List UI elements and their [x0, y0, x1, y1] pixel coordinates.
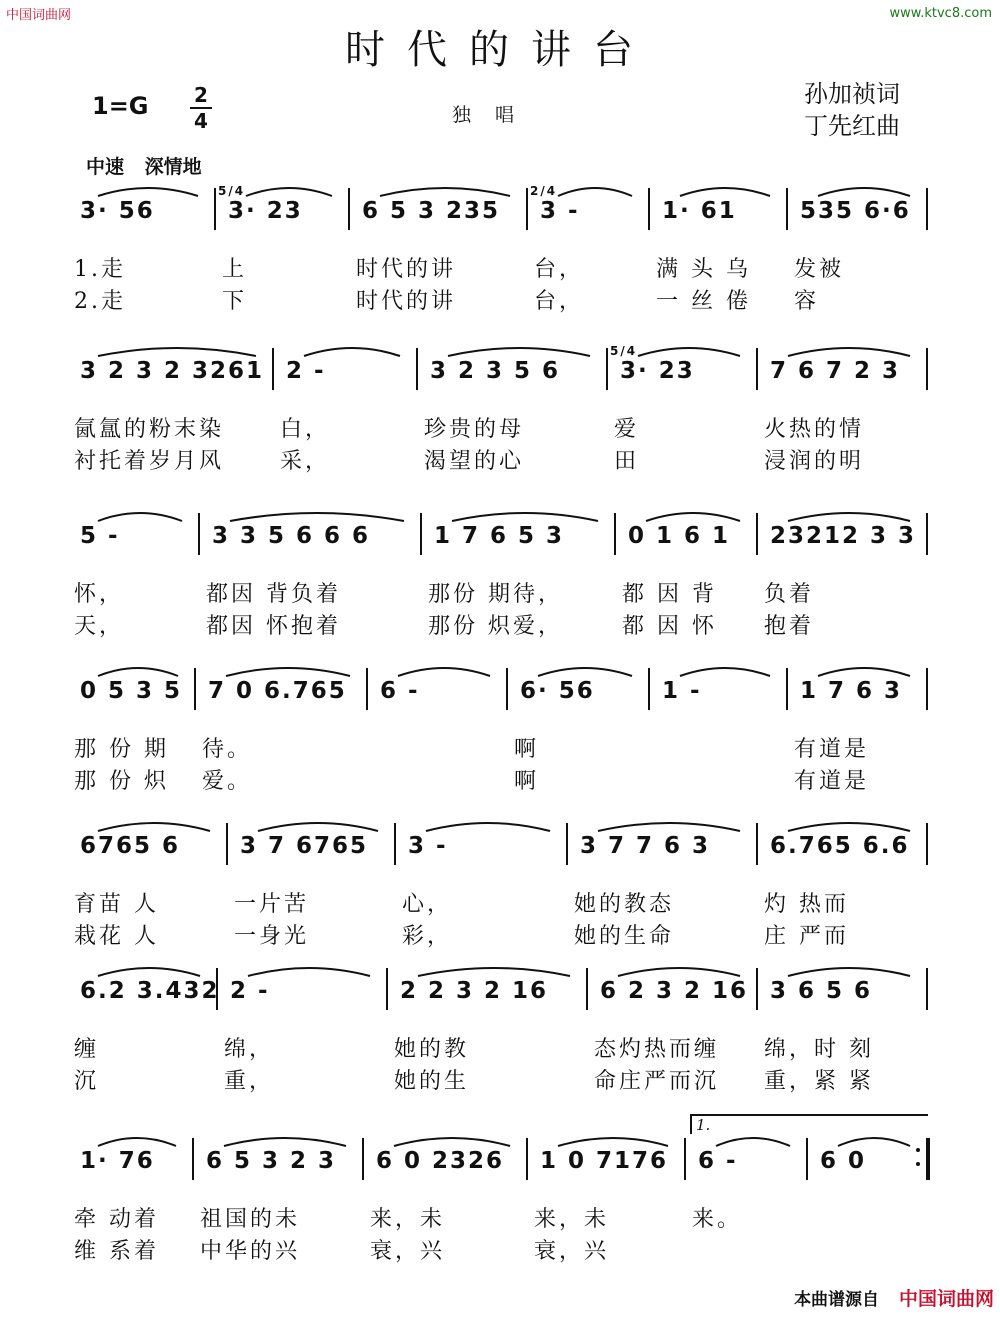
measure-notes: 6 5 3 2 3 — [206, 1148, 337, 1174]
measure-notes: 23212 3 3 — [770, 523, 917, 549]
slur — [226, 668, 350, 676]
barline — [926, 823, 928, 865]
slur — [398, 668, 490, 676]
lyric-segment: 栽花 人 — [74, 924, 159, 949]
lyric-line-verse-1 — [68, 732, 928, 762]
lyric-segment: 采， — [280, 449, 331, 474]
watermark-top-left: 中国词曲网 — [6, 8, 72, 23]
tempo-speed: 中速 — [86, 156, 125, 178]
lyric-segment: 白， — [280, 417, 331, 442]
slur — [98, 1138, 176, 1146]
lyric-segment: 田 — [614, 449, 640, 474]
footer-source: 本曲谱源自 — [794, 1290, 880, 1310]
barline — [272, 348, 274, 390]
lyric-line-verse-2 — [68, 1234, 928, 1264]
barline — [362, 1138, 364, 1180]
slur — [394, 1138, 510, 1146]
slur — [788, 348, 910, 356]
lyric-segment: 她的生命 — [574, 924, 675, 949]
lyric-segment: 啊 — [514, 769, 540, 794]
measure-notes: 3 2 3 2 3261 — [80, 358, 265, 384]
measure-notes: 7 6 7 2 3 — [770, 358, 901, 384]
lyric-segment: 那 份 炽 — [74, 769, 169, 794]
slur — [426, 823, 550, 831]
lyric-line-verse-2 — [68, 919, 928, 949]
lyric-line-verse-1 — [68, 1202, 928, 1232]
slur — [646, 513, 740, 521]
slur — [788, 968, 910, 976]
lyric-segment: 维 系着 — [74, 1239, 159, 1264]
final-repeat-barline — [926, 1138, 930, 1180]
lyric-segment: 绵， — [224, 1037, 275, 1062]
lyric-segment: 她的教 — [394, 1037, 470, 1062]
barline — [194, 668, 196, 710]
measure-notes: 3 3 5 6 6 6 — [212, 523, 371, 549]
slur — [788, 513, 910, 521]
barline — [926, 348, 928, 390]
measure-notes: 3· 56 — [80, 198, 155, 224]
key-signature: 1=G — [92, 92, 149, 120]
lyric-segment: 来，未 — [370, 1207, 446, 1232]
first-ending-bracket: 1. — [690, 1114, 928, 1134]
lyric-line-verse-1 — [68, 577, 928, 607]
slur — [230, 513, 404, 521]
lyric-segment: 下 — [222, 289, 248, 314]
lyric-segment: 爱。 — [202, 769, 253, 794]
lyric-segment: 爱 — [614, 417, 640, 442]
barline — [566, 823, 568, 865]
lyric-segment: 一 丝 倦 — [656, 289, 751, 314]
measure-notes: 535 6·6 — [800, 198, 911, 224]
measure-notes: 3· 23 — [228, 198, 303, 224]
lyric-segment: 祖国的未 — [200, 1207, 301, 1232]
lyric-segment: 牵 动着 — [74, 1207, 159, 1232]
slur-arcs — [68, 180, 928, 200]
barline — [926, 513, 928, 555]
lyric-line-verse-2 — [68, 444, 928, 474]
barline — [526, 1138, 528, 1180]
slur-arcs — [68, 660, 928, 680]
slur — [680, 188, 770, 196]
slur — [598, 823, 740, 831]
lyric-segment: 衬托着岁月风 — [74, 449, 225, 474]
slur — [680, 668, 770, 676]
lyric-segment: 都 因 怀 — [622, 614, 717, 639]
measure-notes: 6.765 6.6 — [770, 833, 910, 859]
song-title: 时代的讲台 — [345, 27, 655, 73]
slur — [838, 1138, 910, 1146]
barline — [926, 188, 928, 230]
footer — [794, 1284, 994, 1311]
slur-arcs — [68, 505, 928, 525]
barline — [192, 1138, 194, 1180]
barline — [756, 348, 758, 390]
slur — [304, 348, 400, 356]
lyric-segment: 态灼热而缠 — [594, 1037, 720, 1062]
lyric-segment: 容 — [794, 289, 820, 314]
measure-notes: 1· 61 — [662, 198, 737, 224]
meter-change: 5/4 — [218, 184, 246, 198]
lyric-segment: 命庄严而沉 — [594, 1069, 720, 1094]
measure-notes: 6765 6 — [80, 833, 181, 859]
repeat-dot — [916, 1148, 920, 1152]
lyric-segment: 灼 热而 — [764, 892, 849, 917]
lyric-segment: 火热的情 — [764, 417, 865, 442]
barline — [756, 513, 758, 555]
barline — [386, 968, 388, 1010]
lyric-line-verse-2 — [68, 764, 928, 794]
lyric-segment: 2.走 — [74, 289, 126, 314]
lyric-segment: 一身光 — [234, 924, 310, 949]
barline — [226, 823, 228, 865]
lyric-segment: 1.走 — [74, 257, 126, 282]
lyric-segment: 怀， — [74, 582, 125, 607]
time-signature-top: 2 — [194, 83, 208, 107]
slur — [452, 513, 598, 521]
notation-line — [68, 505, 928, 567]
measure-notes: 2 - — [230, 978, 270, 1004]
notation-line — [68, 1116, 928, 1192]
lyric-segment: 台， — [534, 289, 585, 314]
measure-notes: 1 7 6 3 — [800, 678, 903, 704]
measure-notes: 3 6 5 6 — [770, 978, 873, 1004]
slur — [224, 1138, 346, 1146]
slur — [380, 188, 510, 196]
barline — [684, 1138, 686, 1180]
measure-notes: 6 - — [698, 1148, 738, 1174]
barline — [786, 668, 788, 710]
measure-notes: 1 - — [662, 678, 702, 704]
lyric-segment: 一片苦 — [234, 892, 310, 917]
measure-notes: 2 - — [286, 358, 326, 384]
barline — [348, 188, 350, 230]
measure-notes: 6 5 3 235 — [362, 198, 501, 224]
measure-notes: 6 0 2326 — [376, 1148, 505, 1174]
lyric-segment: 啊 — [514, 737, 540, 762]
lyric-segment: 都 因 背 — [622, 582, 717, 607]
barline — [926, 668, 928, 710]
lyric-segment: 那份 期待， — [428, 582, 563, 607]
lyric-segment: 时代的讲 — [356, 289, 457, 314]
lyric-segment: 发被 — [794, 257, 845, 282]
notation-line — [68, 340, 928, 402]
barline — [926, 968, 928, 1010]
lyric-segment: 衰，兴 — [370, 1239, 446, 1264]
lyric-line-verse-1 — [68, 887, 928, 917]
measure-notes: 0 5 3 5 — [80, 678, 183, 704]
slur — [258, 823, 378, 831]
lyric-segment: 都因 背负着 — [206, 582, 341, 607]
lyric-line-verse-2 — [68, 1064, 928, 1094]
lyric-line-verse-2 — [68, 284, 928, 314]
measure-notes: 6 2 3 2 16 — [600, 978, 749, 1004]
slur — [98, 188, 198, 196]
slur-arcs — [68, 815, 928, 835]
lyric-segment: 时代的讲 — [356, 257, 457, 282]
lyric-segment: 有道是 — [794, 737, 870, 762]
notation-line — [68, 815, 928, 877]
lyric-segment: 珍贵的母 — [424, 417, 525, 442]
slur — [818, 668, 910, 676]
measure-notes: 1 0 7176 — [540, 1148, 669, 1174]
slur — [818, 188, 910, 196]
barline — [614, 513, 616, 555]
barline — [648, 668, 650, 710]
lyric-line-verse-1 — [68, 252, 928, 282]
lyric-segment: 浸润的明 — [764, 449, 865, 474]
lyric-segment: 她的教态 — [574, 892, 675, 917]
slur — [638, 348, 740, 356]
barline — [648, 188, 650, 230]
lyric-segment: 庄 严而 — [764, 924, 849, 949]
slur — [98, 513, 182, 521]
lyric-segment: 满 头 乌 — [656, 257, 751, 282]
slur — [618, 968, 740, 976]
lyric-segment: 中华的兴 — [200, 1239, 301, 1264]
composer: 丁先红曲 — [804, 112, 900, 140]
lyric-segment: 氤氲的粉末染 — [74, 417, 225, 442]
lyric-segment: 她的生 — [394, 1069, 470, 1094]
lyric-segment: 衰，兴 — [534, 1239, 610, 1264]
lyric-segment: 沉 — [74, 1069, 100, 1094]
measure-notes: 6 - — [380, 678, 420, 704]
measure-notes: 0 1 6 1 — [628, 523, 731, 549]
barline — [198, 513, 200, 555]
measure-notes: 1· 76 — [80, 1148, 155, 1174]
lyric-segment: 缠 — [74, 1037, 100, 1062]
lyric-line-verse-2 — [68, 609, 928, 639]
measure-notes: 6.2 3.432 — [80, 978, 220, 1004]
lyric-line-verse-1 — [68, 412, 928, 442]
lyric-segment: 重，紧 紧 — [764, 1069, 874, 1094]
barline — [526, 188, 528, 230]
measure-notes: 1 7 6 5 3 — [434, 523, 565, 549]
measure-notes: 3 7 6765 — [240, 833, 369, 859]
meter-change: 5/4 — [610, 344, 638, 358]
lyric-segment: 来，未 — [534, 1207, 610, 1232]
barline — [366, 668, 368, 710]
slur — [538, 668, 632, 676]
measure-notes: 3 2 3 5 6 — [430, 358, 561, 384]
slur — [788, 823, 910, 831]
notation-line — [68, 660, 928, 722]
time-signature-bottom: 4 — [194, 109, 208, 133]
lyric-segment: 都因 怀抱着 — [206, 614, 341, 639]
measure-notes: 3 7 7 6 3 — [580, 833, 711, 859]
slur — [248, 968, 370, 976]
notation-line — [68, 180, 928, 242]
barline — [756, 823, 758, 865]
lyric-segment: 天， — [74, 614, 125, 639]
slur — [418, 968, 570, 976]
slur-arcs — [68, 960, 928, 980]
measure-notes: 7 0 6.765 — [208, 678, 347, 704]
meter-change: 2/4 — [530, 184, 558, 198]
lyric-segment: 上 — [222, 257, 248, 282]
repeat-dot — [916, 1162, 920, 1166]
measure-notes: 6 0 — [820, 1148, 867, 1174]
slur — [716, 1138, 790, 1146]
performance-mode: 独唱 — [452, 104, 539, 126]
measure-notes: 3· 23 — [620, 358, 695, 384]
barline — [606, 348, 608, 390]
lyric-segment: 绵，时 刻 — [764, 1037, 874, 1062]
measure-notes: 3 - — [540, 198, 580, 224]
measure-notes: 5 - — [80, 523, 120, 549]
lyric-segment: 育苗 人 — [74, 892, 159, 917]
lyric-segment: 有道是 — [794, 769, 870, 794]
barline — [506, 668, 508, 710]
lyric-segment: 那份 炽爱， — [428, 614, 563, 639]
lyric-segment: 台， — [534, 257, 585, 282]
barline — [756, 968, 758, 1010]
measure-notes: 6· 56 — [520, 678, 595, 704]
slur — [98, 823, 210, 831]
footer-brand: 中国词曲网 — [898, 1288, 994, 1310]
slur — [246, 188, 332, 196]
tempo-expression: 深情地 — [144, 156, 202, 178]
barline — [586, 968, 588, 1010]
barline — [806, 1138, 808, 1180]
measure-notes: 3 - — [408, 833, 448, 859]
barline — [214, 188, 216, 230]
measure-notes: 2 2 3 2 16 — [400, 978, 549, 1004]
lyric-line-verse-1 — [68, 1032, 928, 1062]
lyric-segment: 负着 — [764, 582, 815, 607]
lyric-segment: 来。 — [692, 1207, 743, 1232]
time-signature — [190, 84, 212, 132]
barline — [786, 188, 788, 230]
credits — [804, 78, 900, 142]
lyric-segment: 重， — [224, 1069, 275, 1094]
slur — [98, 348, 256, 356]
slur-arcs — [68, 340, 928, 360]
slur — [448, 348, 590, 356]
lyric-segment: 心， — [402, 892, 453, 917]
lyric-segment: 彩， — [402, 924, 453, 949]
notation-line — [68, 960, 928, 1022]
lyric-segment: 待。 — [202, 737, 253, 762]
tempo-marking — [86, 152, 216, 179]
lyricist: 孙加祯词 — [804, 80, 900, 108]
lyric-segment: 渴望的心 — [424, 449, 525, 474]
barline — [420, 513, 422, 555]
barline — [416, 348, 418, 390]
slur — [98, 668, 178, 676]
watermark-top-right: www.ktvc8.com — [889, 6, 992, 21]
slur — [558, 1138, 668, 1146]
lyric-segment: 抱着 — [764, 614, 815, 639]
lyric-segment: 那 份 期 — [74, 737, 169, 762]
slur — [558, 188, 632, 196]
barline — [394, 823, 396, 865]
slur — [98, 968, 200, 976]
